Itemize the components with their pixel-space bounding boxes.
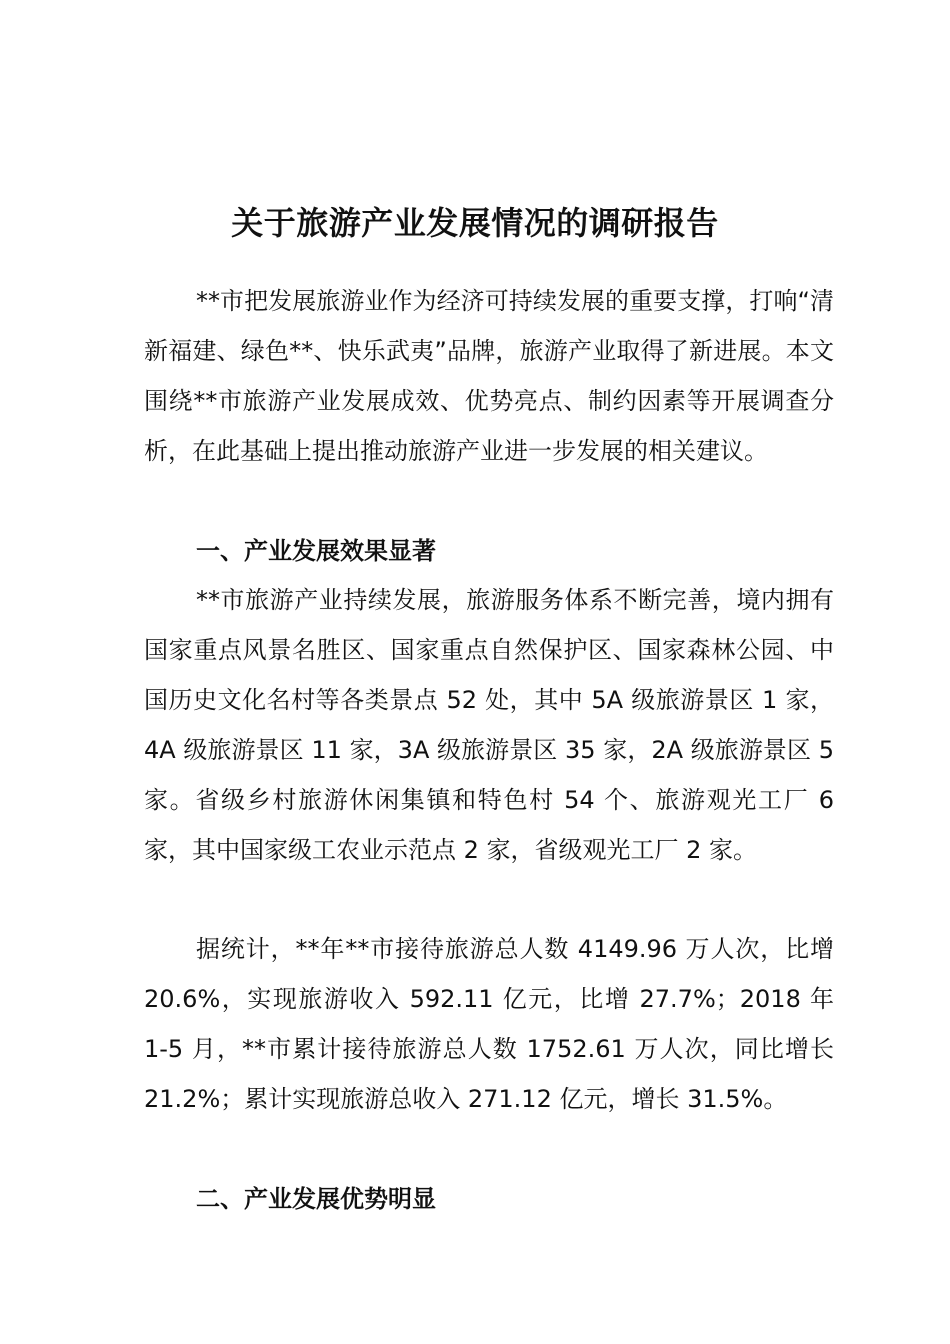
intro-paragraph: **市把发展旅游业作为经济可持续发展的重要支撑，打响“清新福建、绿色**、快乐武夷”品牌，旅游产业取得了新进展。本文围绕**市旅游产业发展成效、优势亮点、制约因素等开展调查分析，在此基础上提出推动旅游产业进一步发展的相关建议。 <box>144 287 834 465</box>
section1-paragraph-1: **市旅游产业持续发展，旅游服务体系不断完善，境内拥有国家重点风景名胜区、国家重点自然保护区、国家森林公园、中国历史文化名村等各类景点 52 处，其中 5A 级旅游景区 1 家，4A 级旅游景区 11 家，3A 级旅游景区 35 家，2A 级旅游景区 5 家。省级乡村旅游休闲集镇和特色村 54 个、旅游观光工厂 6 家，其中国家级工农业示范点 2 家，省级观光工厂 2 家。 <box>144 586 834 864</box>
section-heading-1: 一、产业发展效果显著 <box>196 537 436 565</box>
section1-paragraph-2: 据统计，**年**市接待旅游总人数 4149.96 万人次，比增 20.6%，实现旅游收入 592.11 亿元，比增 27.7%；2018 年 1-5 月，**市累计接待旅游总人数 1752.61 万人次，同比增长 21.2%；累计实现旅游总收入 271.12 亿元，增长 31.5%。 <box>144 935 834 1113</box>
section-heading-2: 二、产业发展优势明显 <box>196 1185 436 1213</box>
document-title: 关于旅游产业发展情况的调研报告 <box>231 204 719 243</box>
